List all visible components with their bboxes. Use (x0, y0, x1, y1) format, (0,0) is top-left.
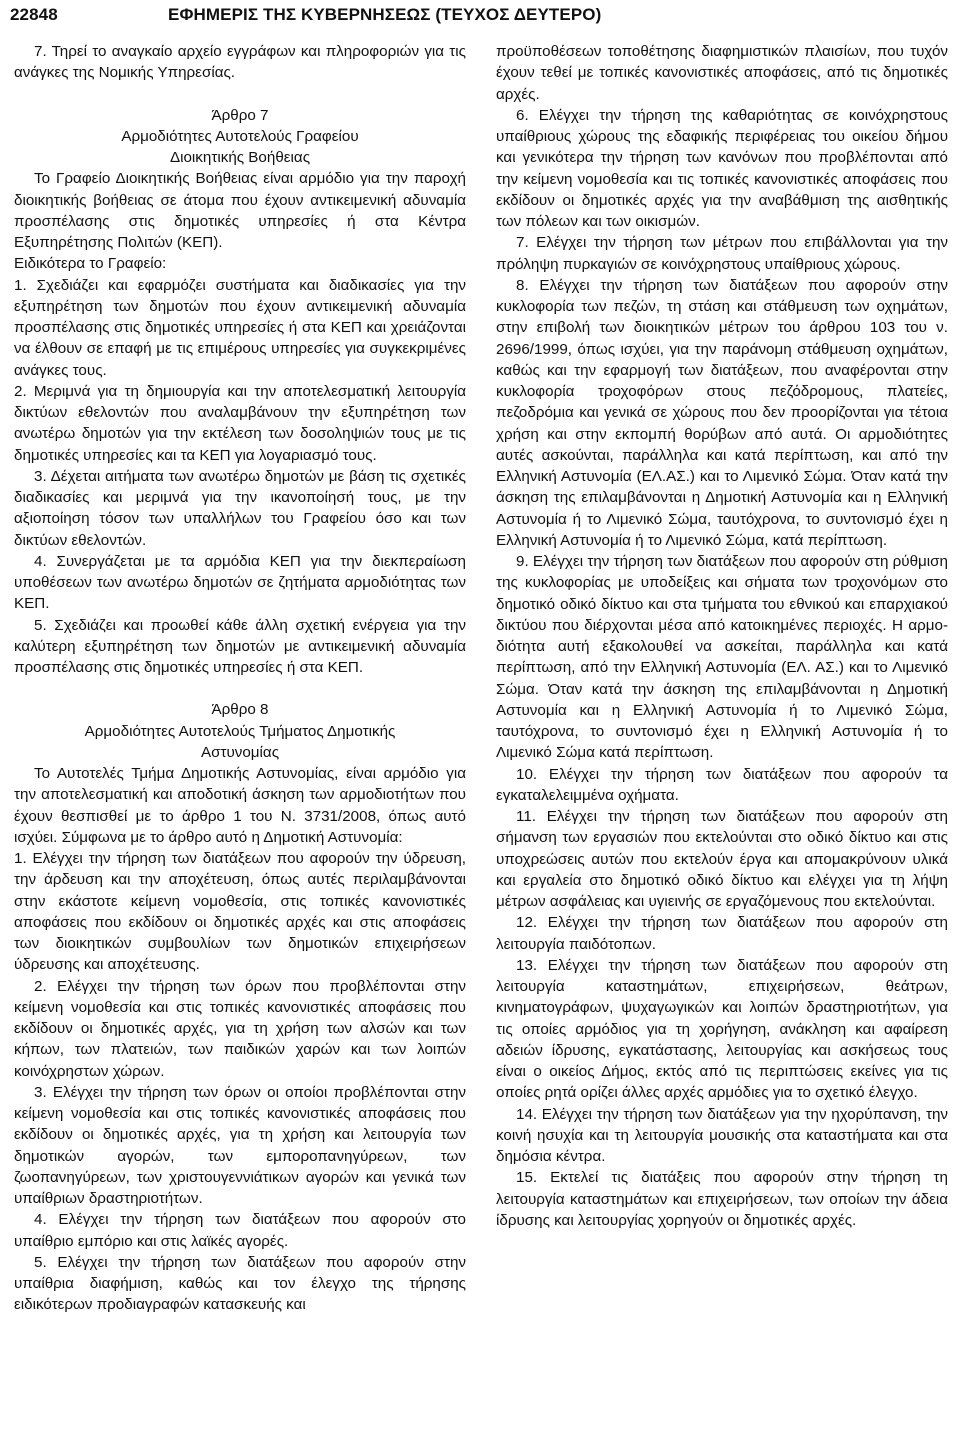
paragraph: 5. Ελέγχει την τήρηση των διατάξεων που αφορούν στην υπαίθρια διαφήμιση, καθώς και τον έλεγχο της τήρησης ειδικότερων προδιαγραφών κατασκευής και (14, 1253, 466, 1314)
article-heading: Αστυνομίας (200, 743, 280, 761)
article-heading: Διοικητικής Βοήθειας (169, 149, 311, 166)
paragraph: Ειδικότερα το Γραφείο: (14, 255, 167, 273)
paragraph: 1. Σχεδιάζει και εφαρμόζει συστήματα και διαδικασίες για την εξυπηρέτηση των δημοτών που έχουν αντικειμενική αδυναμία προσπέλασης στις δημοτικές υπηρεσίες ή στα ΚΕΠ και χρειάζονται να έλθουν σε επαφή με τις επιμέρους υπηρεσίες για συγκεκριμένες ανάγκες τους. (14, 276, 466, 379)
article-title: Άρθρο 8 (211, 701, 269, 719)
paragraph: 3. Δέχεται αιτήματα των ανωτέρω δημοτών με βάση τις σχετικές διαδικασίες και μεριμνά για την ικανοποίησή τους, με την αξιοποίηση τόσον των υπαλλήλων του Γραφείου όσο και των δικτύων εθελοντών. (14, 467, 466, 549)
paragraph: 4. Ελέγχει την τήρηση των διατάξεων που αφορούν στο υπαίθριο εμπόριο και στις λαϊκές αγορές. (14, 1211, 466, 1250)
paragraph: 8. Ελέγχει την τήρηση των διατάξεων που αφορούν στην κυκλοφορία των πεζών, τη στάση και στάθμευση των οχημάτων, στην επιβολή των διοικητικών μέτρων του άρθρου 103 του ν. 2696/1999, όπως ισχύει, για την παράνομη στάθμευση οχημάτων, καθώς και την εφαρμογή των διατάξεων, που αναφέρονται στην κυκλοφορία τροχοφόρων στους πεζόδρομους, πλατείες, πεζοδρόμια και γενικά σε χώρους που δεν προορίζονται για τέτοια χρήση και στην εκπομπή θορύβων από αυτά. Οι αρμοδιότητες αυτές ασκούνται, παράλληλα και κατά περίπτωση, και από την Ελληνική Αστυνομία (ΕΛ.ΑΣ.) και το Λιμενικό Σώμα. Όταν κατά την άσκηση της επιλαμβάνονται η Δημοτική Αστυνομία και η Ελληνική Αστυνομία ή το Λιμενικό Σώμα, ταυτόχρονα, το συντονισμό έχει η Ελληνική Αστυνομία ή το Λιμενικό Σώμα, κατά περίπτωση. (496, 276, 948, 549)
paragraph: 11. Ελέγχει την τήρηση των διατάξεων που αφορούν στη σήμανση των εργασιών που εκτελούνται στο οδικό δίκτυο και στις υποχρεώσεις αυτών που εκτελούν έργα και απομακρύνουν υλικά και εργαλεία στο δημοτικό οδικό δίκτυο και ελέγχει για τη λήψη μέτρων ασφάλειας και υγιεινής σε εργαζόμενους που εκτελούνται. (496, 808, 948, 910)
paragraph: 5. Σχεδιάζει και προωθεί κάθε άλλη σχετική ενέργεια για την καλύτερη εξυπηρέτηση των δημοτών με αντικειμενική αδυναμία προσπέλασης στις δημοτικές υπηρεσίες ή στα ΚΕΠ. (14, 616, 466, 676)
paragraph: 2. Ελέγχει την τήρηση των όρων που προβλέπονται στην κείμενη νομοθεσία και στις τοπικές κανονιστικές αποφάσεις που εκδίδουν οι δημοτικές αρχές, για τη χρήση των αλσών και των κήπων, των πλατειών, των παιδικών χαρών και των λοιπών κοινόχρηστων χώρων. (14, 977, 466, 1080)
paragraph: Το Γραφείο Διοικητικής Βοήθειας είναι αρμόδιο για την παροχή διοικητικής βοήθειας σε άτομα που έχουν αντικειμενική αδυναμία προσπέλασης στις δημοτικές υπηρεσίες ή στα Κέντρα Εξυπηρέτησης Πολιτών (ΚΕΠ). (14, 170, 466, 251)
paragraph: 12. Ελέγχει την τήρηση των διατάξεων που αφορούν στη λειτουργία παιδότοπων. (496, 914, 948, 953)
paragraph: 10. Ελέγχει την τήρηση των διατάξεων που αφορούν τα εγκαταλελειμμένα οχήματα. (496, 765, 948, 804)
paragraph: Το Αυτοτελές Τμήμα Δημοτικής Αστυνομίας, είναι αρμόδιο για την αποτελεσματική και αποδοτική άσκηση των αρμοδιοτήτων που έχουν θεσπισθεί με το άρθρο 1 του Ν. 3731/2008, όπως αυτό ισχύει. Σύμφωνα με το άρθρο αυτό η Δημοτική Αστυνομία: (14, 765, 466, 846)
article-heading: Αρμοδιότητες Αυτοτελούς Γραφείου (121, 127, 359, 145)
right-column (496, 41, 948, 1231)
paragraph: 15. Εκτελεί τις διατάξεις που αφορούν στην τήρηση τη λειτουργία καταστημάτων και επιχειρήσεων, των οποίων την άδεια ίδρυσης και λειτουργίας χορηγούν οι δημοτικές αρχές. (496, 1169, 948, 1229)
paragraph: 1. Ελέγχει την τήρηση των διατάξεων που αφορούν την ύδρευση, την άρδευση και την αποχέτευση, όπως αυτές περιλαμβάνονται στην εκάστοτε κείμενη νομοθεσία, στις τοπικές κανονιστικές αποφάσεις που εκδίδουν οι δημοτικές αρχές και στις αποφάσεις των διοικητικών συμβουλίων των δημοτικών επιχειρήσεων ύδρευσης και αποχέτευσης. (14, 850, 466, 974)
article-heading: Αρμοδιότητες Αυτοτελούς Τμήματος Δημοτικής (84, 722, 396, 740)
page-number: 22848 (10, 5, 58, 24)
paragraph: 6. Ελέγχει την τήρηση της καθαριότητας σε κοινόχρηστους υπαίθριους χώρους της εδαφικής περιφέρειας του οικείου δήμου και γενικότερα την τήρηση των κανόνων που προβλέπονται από την κείμενη νομοθεσία και τις τοπικές κανονιστικές αποφάσεις που εκδίδουν οι δημοτικές αρχές για την αναβάθμιση της αισθητικής των πόλεων και των οικισμών. (496, 106, 948, 230)
paragraph: 9. Ελέγχει την τήρηση των διατάξεων που αφορούν στη ρύθμιση της κυκλοφορίας με υποδείξεις και σήματα των τροχονόμων στο δημοτικό οδικό δίκτυο και στα τμήματα του εθνικού και επαρχιακού δικτύου που διέρχονται μέσα από κατοικημένες περιοχές. Η αρμοδιότητα αυτή εξακολουθεί να ασκείται, παράλληλα και κατά περίπτωση, από την Ελληνική Αστυνομία (ΕΛ. ΑΣ.) και το Λιμενικό Σώμα. Όταν κατά την άσκηση της επιλαμβάνονται η Δημοτική Αστυνομία και η Ελληνική Αστυνομία ή το Λιμενικό Σώμα, ταυτόχρονα, το συντονισμό έχει η Ελληνική Αστυνομία ή το Λιμενικό Σώμα κατά περίπτωση. (496, 553, 948, 762)
paragraph: 7. Ελέγχει την τήρηση των μέτρων που επιβάλλονται για την πρόληψη πυρκαγιών σε κοινόχρηστους υπαίθριους χώρους. (496, 234, 948, 273)
paragraph: 13. Ελέγχει την τήρηση των διατάξεων που αφορούν στη λειτουργία καταστημάτων, επιχειρήσεων, θεάτρων, κινηματογράφων, ψυχαγωγικών και λοιπών δραστηριοτήτων, για τις οποίες αρμόδιος για τη χορήγηση, ανάκληση και αφαίρεση αδειών ίδρυσης, εγκατάστασης, λειτουργίας και ασκήσεως τους είναι ο οικείος Δήμος, εκτός από τις περιπτώσεις εκείνες για τις οποίες ρητά ορίζει άλλες αρχές αρμόδιες για το σχετικό έλεγχο. (496, 956, 948, 1102)
paragraph: 14. Ελέγχει την τήρηση των διατάξεων για την ηχορύπανση, την κοινή ησυχία και τη λειτουργία μουσικής στα καταστήματα και στα δημόσια κέντρα. (496, 1105, 948, 1165)
article-title: Άρθρο 7 (211, 106, 269, 124)
gazette-title: ΕΦΗΜΕΡΙΣ ΤΗΣ ΚΥΒΕΡΝΗΣΕΩΣ (ΤΕΥΧΟΣ ΔΕΥΤΕΡΟ) (168, 5, 602, 24)
paragraph: 7. Τηρεί το αναγκαίο αρχείο εγγράφων και πληροφοριών για τις ανάγκες της Νομικής Υπηρεσίας. (14, 43, 466, 82)
paragraph: προϋποθέσεων τοποθέτησης διαφημιστικών πλαισίων, που τυχόν έχουν τεθεί με τοπικές κανονιστικές αποφάσεις, από τις δημοτικές αρχές. (496, 43, 948, 103)
paragraph: 3. Ελέγχει την τήρηση των όρων οι οποίοι προβλέπονται στην κείμενη νομοθεσία και στις τοπικές κανονιστικές αποφάσεις που εκδίδουν οι δημοτικές αρχές, για τη χρήση και λειτουργία των δημοτικών αγορών, των εμποροπανηγύρεων, των ζωοπανηγύρεων, των χριστουγεννιάτικων αγορών και γενικά των υπαίθριων δραστηριοτήτων. (14, 1083, 466, 1207)
left-column (14, 41, 466, 1316)
page-header (10, 0, 950, 30)
paragraph: 2. Μεριμνά για τη δημιουργία και την αποτελεσματική λειτουργία δικτύων εθελοντών που αναλαμβάνουν την εξυπηρέτηση των ανωτέρω δημοτών για την εκτέλεση των δοσοληψιών τους με τις δημοτικές υπηρεσίες και τα ΚΕΠ για λογαριασμό τους. (14, 382, 466, 464)
paragraph: 4. Συνεργάζεται με τα αρμόδια ΚΕΠ για την διεκπεραίωση υποθέσεων των ανωτέρω δημοτών σε ζητήματα αρμοδιότητας των ΚΕΠ. (14, 552, 466, 613)
